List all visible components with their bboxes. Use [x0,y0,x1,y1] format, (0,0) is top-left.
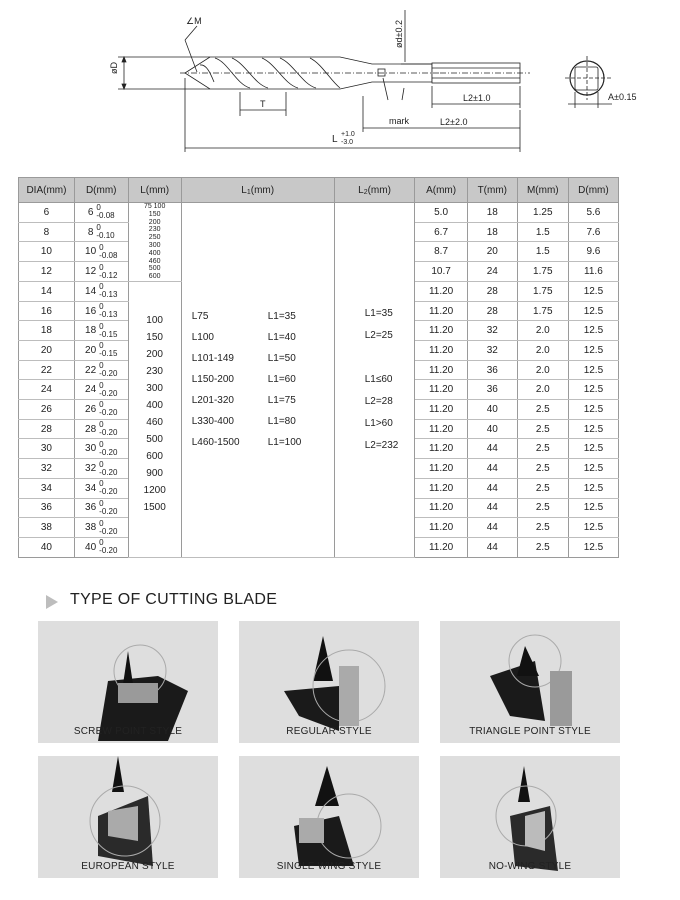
cell-t: 32 [467,321,517,341]
tol-lower: -0.20 [99,487,118,497]
cell-d [74,498,128,518]
l-value: 1200 [143,484,166,496]
blade-caption: EUROPEAN STYLE [81,861,175,872]
blade-caption: TRIANGLE POINT STYLE [469,726,591,737]
cell-t: 44 [467,478,517,498]
spec-table [18,177,619,558]
cell-dia: 14 [19,281,75,301]
l-value: 400 [148,249,161,257]
cell-a: 11.20 [415,321,467,341]
cell-a: 11.20 [415,459,467,479]
tol-lower: -0.20 [99,428,118,438]
l1-value: L1=100 [267,437,302,449]
cell-d2: 12.5 [568,281,618,301]
cell-d2: 12.5 [568,459,618,479]
cell-t: 32 [467,341,517,361]
cell-a: 5.0 [415,203,467,223]
l1-range: L100 [191,332,214,344]
cell-d [74,262,128,282]
tol-upper: 0 [99,380,104,390]
tol-upper: 0 [99,361,104,371]
cell-dia: 36 [19,498,75,518]
d-value: 8 [87,226,94,238]
cell-m: 2.5 [517,498,568,518]
cell-d [74,518,128,538]
l-value: 460 [146,416,163,428]
l-value: 200 [148,218,161,226]
section-title: TYPE OF CUTTING BLADE [70,591,278,608]
cell-d [74,478,128,498]
l2-inner-label: L2±1.0 [463,93,491,103]
col-dia: DIA(mm) [19,178,75,203]
cell-m: 2.0 [517,380,568,400]
l-value: 500 [146,433,163,445]
l1-value: L1=75 [267,395,296,407]
cell-d [74,203,128,223]
cell-dia: 6 [19,203,75,223]
cell-m: 1.5 [517,242,568,262]
blade-caption: REGULAR STYLE [286,726,372,737]
cell-a: 11.20 [415,301,467,321]
blade-card [38,756,218,878]
cell-d2: 12.5 [568,380,618,400]
d-value: 6 [87,206,94,218]
cell-d2: 12.5 [568,360,618,380]
l-value: 230 [146,365,163,377]
cell-d [74,242,128,262]
cell-a: 11.20 [415,400,467,420]
tol-upper: 0 [99,498,104,508]
tol-lower: -0.20 [99,388,118,398]
cell-t: 44 [467,439,517,459]
dia-d-label: øD [109,62,119,74]
drill-bit-image [440,621,620,743]
d-value: 36 [85,502,97,514]
l1-range: L330-400 [191,416,234,428]
tol-upper: 0 [99,439,104,449]
drill-bit-image [440,756,620,878]
cell-a: 11.20 [415,341,467,361]
l-label: L [332,134,338,145]
cell-d [74,222,128,242]
col-l: L(mm) [128,178,181,203]
tol-lower: -0.13 [99,310,118,319]
cell-t: 36 [467,360,517,380]
tol-upper: 0 [99,538,104,548]
cell-m: 2.5 [517,439,568,459]
d-value: 10 [85,246,97,258]
d-value: 30 [85,443,97,455]
l1-range: L75 [191,311,209,323]
l-value: 600 [148,273,161,281]
cell-a: 11.20 [415,478,467,498]
tol-lower: -0.10 [96,231,115,241]
blade-caption: NO-WING STYLE [488,861,572,872]
tol-upper: 0 [99,321,104,331]
cell-m: 1.25 [517,203,568,223]
cell-l-large [128,281,181,557]
cell-d [74,321,128,341]
l-value: 900 [146,467,163,479]
cell-a: 11.20 [415,498,467,518]
cell-d2: 12.5 [568,518,618,538]
l-value: 200 [146,348,163,360]
cell-t: 40 [467,419,517,439]
l1-range: L460-1500 [191,437,240,449]
cell-dia: 32 [19,459,75,479]
col-t: T(mm) [467,178,517,203]
d-value: 12 [85,266,97,278]
l-tol-minus: -3.0 [341,139,354,146]
cell-dia: 24 [19,380,75,400]
cell-d [74,439,128,459]
cell-dia: 40 [19,537,75,557]
l2-value: L2=28 [364,395,393,407]
cell-m: 2.0 [517,341,568,361]
l-value: 75 100 [143,203,166,210]
cell-t: 28 [467,301,517,321]
tol-lower: -0.20 [99,506,118,516]
cell-a: 11.20 [415,518,467,538]
tol-lower: -0.20 [99,369,118,379]
drill-bit-image [239,621,419,743]
cell-m: 1.75 [517,262,568,282]
cell-d [74,301,128,321]
d-value: 34 [85,482,97,494]
cell-m: 2.5 [517,400,568,420]
cell-d2: 7.6 [568,222,618,242]
l-value: 150 [146,331,163,343]
l2-outer-label: L2±2.0 [440,117,468,127]
d-value: 16 [85,305,97,317]
d-value: 26 [85,403,97,415]
cell-t: 18 [467,203,517,223]
tol-lower: -0.08 [96,211,115,221]
cell-d2: 12.5 [568,439,618,459]
cell-d2: 9.6 [568,242,618,262]
dia-small-label: ød±0.2 [394,20,404,48]
tol-lower: -0.12 [99,270,118,280]
d-value: 20 [85,344,97,356]
cell-m: 2.5 [517,478,568,498]
cell-d [74,380,128,400]
l1-range: L101-149 [191,353,234,365]
table-body [19,203,619,558]
tol-upper: 0 [99,479,104,489]
l1-value: L1=35 [267,311,296,323]
col-l2: $L_2(mm)$ [334,178,415,203]
drill-bit-image [38,756,218,878]
cell-t: 40 [467,400,517,420]
technical-drawing [0,0,680,170]
angle-m-label: ∠M [186,16,202,26]
cell-dia: 16 [19,301,75,321]
drill-bit-image [239,756,419,878]
l-value: 1500 [143,501,166,513]
col-m: M(mm) [517,178,568,203]
l-value: 500 [148,265,161,273]
l2-value: L1≤60 [364,373,393,385]
tol-upper: 0 [99,242,104,252]
cell-d2: 12.5 [568,478,618,498]
cell-m: 1.75 [517,301,568,321]
l1-range: L150-200 [191,374,234,386]
l-tol-plus: +1.0 [341,131,355,138]
a-label: A±0.15 [608,92,637,102]
l1-value: L1=40 [267,332,296,344]
blade-card [239,756,419,878]
tol-upper: 0 [99,302,104,311]
l-value: 460 [148,257,161,265]
cell-dia: 34 [19,478,75,498]
tol-upper: 0 [99,459,104,469]
cell-dia: 22 [19,360,75,380]
l-value: 100 [146,314,163,326]
tol-upper: 0 [99,282,104,292]
cell-l1 [181,203,334,558]
cell-a: 11.20 [415,281,467,301]
tol-lower: -0.20 [99,546,118,556]
tol-upper: 0 [99,420,104,430]
cell-dia: 38 [19,518,75,538]
cell-t: 44 [467,518,517,538]
col-a: A(mm) [415,178,467,203]
cell-d2: 12.5 [568,321,618,341]
tol-upper: 0 [99,518,104,528]
tol-upper: 0 [99,400,104,410]
cell-t: 20 [467,242,517,262]
l2-value [365,352,415,364]
d-value: 24 [85,384,97,396]
cell-d2: 12.5 [568,419,618,439]
tol-lower: -0.08 [99,250,118,260]
cell-a: 6.7 [415,222,467,242]
cell-a: 11.20 [415,419,467,439]
cell-dia: 18 [19,321,75,341]
cell-d2: 12.5 [568,400,618,420]
cell-m: 1.75 [517,281,568,301]
cell-t: 36 [467,380,517,400]
blade-card [239,621,419,743]
table-header-row [19,178,619,203]
cell-t: 44 [467,537,517,557]
blade-caption: SINGLE WING STYLE [276,861,382,872]
cell-d [74,419,128,439]
col-d2: D(mm) [568,178,618,203]
cell-m: 2.5 [517,419,568,439]
cell-dia: 20 [19,341,75,361]
l1-value: L1=50 [267,353,296,365]
cell-dia: 10 [19,242,75,262]
cell-l2 [334,203,415,558]
d-value: 40 [85,541,97,553]
tol-upper: 0 [96,223,101,233]
cell-dia: 30 [19,439,75,459]
cell-a: 11.20 [415,537,467,557]
d-value: 38 [85,522,97,534]
cell-m: 2.5 [517,537,568,557]
cell-dia: 12 [19,262,75,282]
table-row [19,203,619,223]
d-value: 18 [85,325,97,337]
tol-upper: 0 [99,262,104,272]
cell-dia: 8 [19,222,75,242]
l-value: 150 [148,210,161,218]
cell-d [74,360,128,380]
tol-lower: -0.15 [99,349,118,359]
tol-lower: -0.20 [99,447,118,457]
blade-card [440,621,620,743]
cell-a: 10.7 [415,262,467,282]
triangle-bullet-icon [46,595,58,609]
cell-a: 11.20 [415,380,467,400]
d-value: 32 [85,463,97,474]
cell-t: 44 [467,498,517,518]
l-value: 600 [146,450,163,462]
col-d: D(mm) [74,178,128,203]
blade-card [440,756,620,878]
l1-value: L1=60 [267,374,296,386]
l1-value: L1=80 [267,416,296,428]
cell-t: 18 [467,222,517,242]
cell-d2: 11.6 [568,262,618,282]
cell-d2: 12.5 [568,341,618,361]
l-value: 400 [146,399,163,411]
cell-d [74,341,128,361]
cell-dia: 26 [19,400,75,420]
l-value: 250 [148,234,161,242]
cell-t: 24 [467,262,517,282]
col-l1: $L_1(mm)$ [181,178,334,203]
cell-t: 44 [467,459,517,479]
tol-lower: -0.20 [99,408,118,418]
tol-lower: -0.20 [99,467,118,477]
t-label: T [260,99,266,109]
cell-d [74,459,128,479]
cell-m: 2.0 [517,321,568,341]
d-value: 22 [85,364,97,376]
cell-m: 2.0 [517,360,568,380]
d-value: 28 [85,423,97,435]
cell-a: 8.7 [415,242,467,262]
l2-value: L2=232 [364,439,399,451]
l2-value: L1>60 [364,417,393,429]
cell-d2: 12.5 [568,537,618,557]
blade-card [38,621,218,743]
l2-value: L1=35 [364,307,393,319]
l-value: 230 [148,226,161,234]
cell-l-small [128,203,181,282]
cell-a: 11.20 [415,439,467,459]
cell-d2: 5.6 [568,203,618,223]
cell-d [74,400,128,420]
cell-m: 2.5 [517,459,568,479]
cell-m: 2.5 [517,518,568,538]
d-value: 14 [85,285,97,297]
drill-bit-image [38,621,218,743]
cell-a: 11.20 [415,360,467,380]
cell-d2: 12.5 [568,498,618,518]
l1-range: L201-320 [191,395,234,407]
mark-label: mark [389,116,409,126]
tol-upper: 0 [96,203,101,213]
l-value: 300 [148,241,161,249]
tol-upper: 0 [99,341,104,351]
cell-d [74,537,128,557]
cell-dia: 28 [19,419,75,439]
tol-lower: -0.15 [99,329,118,339]
cell-t: 28 [467,281,517,301]
l-value: 300 [146,382,163,394]
tol-lower: -0.20 [99,526,118,536]
blade-caption: SCREW POINT STYLE [73,726,183,737]
cell-m: 1.5 [517,222,568,242]
l2-value: L2=25 [364,329,393,341]
tol-lower: -0.13 [99,290,118,300]
cell-d [74,281,128,301]
cell-d2: 12.5 [568,301,618,321]
